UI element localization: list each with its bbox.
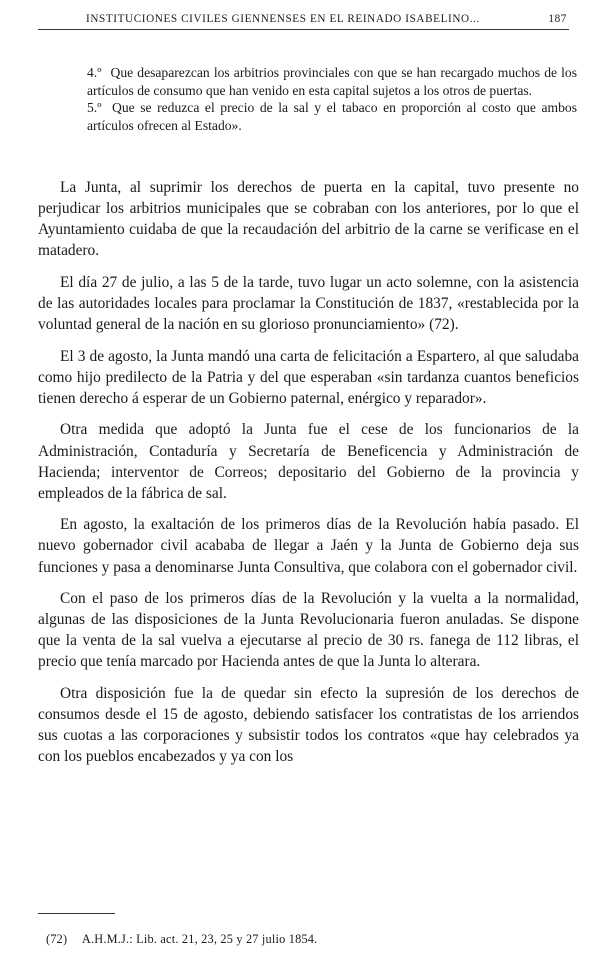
numbered-list [87,64,577,134]
list-item-number: 5.º [87,100,102,115]
list-item-text: Que desaparezcan los arbitrios provinciales con que se han recargado muchos de los artículos de consumo que han venido en esta capital sujetos a los otros de puertas. [87,65,577,98]
running-header [38,7,569,30]
list-item-number: 4.º [87,65,102,80]
paragraph: El 3 de agosto, la Junta mandó una carta de felicitación a Espartero, al que saludaba como hijo predilecto de la Patria y del que esperaban «sin tardanza cuantos beneficios tienen derecho á esperar de un Gobierno paternal, enérgico y reparador». [38,347,579,407]
paragraph: Otra disposición fue la de quedar sin efecto la supresión de los derechos de consumos desde el 15 de agosto, debiendo satisfacer los contratistas de los arriendos sus cuotas a las corporaciones y subsistir todos los contratos «que hay celebrados ya con los pueblos encabezados y ya con los [38,684,579,766]
paragraph: Otra medida que adoptó la Junta fue el cese de los funcionarios de la Administración, Contaduría y Secretaría de Beneficencia y Administración de Hacienda; interventor de Correos; depositario del Gobierno de la provincia y empleados de la fábrica de sal. [38,421,579,502]
paragraph: En agosto, la exaltación de los primeros días de la Revolución había pasado. El nuevo gobernador civil acababa de llegar a Jaén y la Junta de Gobierno deja sus funciones y pasa a denominarse Junta Consultiva, que colabora con el gobernador civil. [38,516,579,576]
paragraph: El día 27 de julio, a las 5 de la tarde, tuvo lugar un acto solemne, con la asistencia de las autoridades locales para proclamar la Constitución de 1837, «restablecida por la voluntad general de la nación en su glorioso pronunciamiento» (72). [38,273,579,334]
running-title: INSTITUCIONES CIVILES GIENNENSES EN EL REINADO ISABELINO... [86,13,480,25]
paragraph: Con el paso de los primeros días de la Revolución y la vuelta a la normalidad, algunas de las disposiciones de la Junta Revolucionaria fueron anuladas. Se dispone que la venta de la sal vuelva a ejecutarse al precio de 30 rs. fanega de 112 libras, el precio que tenía marcado por Hacienda antes de que la Junta lo alterara. [38,590,579,671]
list-item-text: Que se reduzca el precio de la sal y el tabaco en proporción al costo que ambos artículos ofrecen al Estado». [87,100,577,133]
list-item [87,64,577,99]
paragraph: La Junta, al suprimir los derechos de puerta en la capital, tuvo presente no perjudicar los arbitrios municipales que se cobraban con los anteriores, por lo que el Ayuntamiento cuidaba de que la recaudación del arbitrio de la carne se verificase en el matadero. [38,179,579,260]
footnote [46,932,317,947]
footnote-separator [38,913,115,914]
body-text [38,177,579,778]
page-number: 187 [548,13,567,25]
footnote-text: A.H.M.J.: Lib. act. 21, 23, 25 y 27 julio 1854. [81,932,318,946]
list-item [87,99,577,134]
footnote-mark: (72) [46,932,68,946]
